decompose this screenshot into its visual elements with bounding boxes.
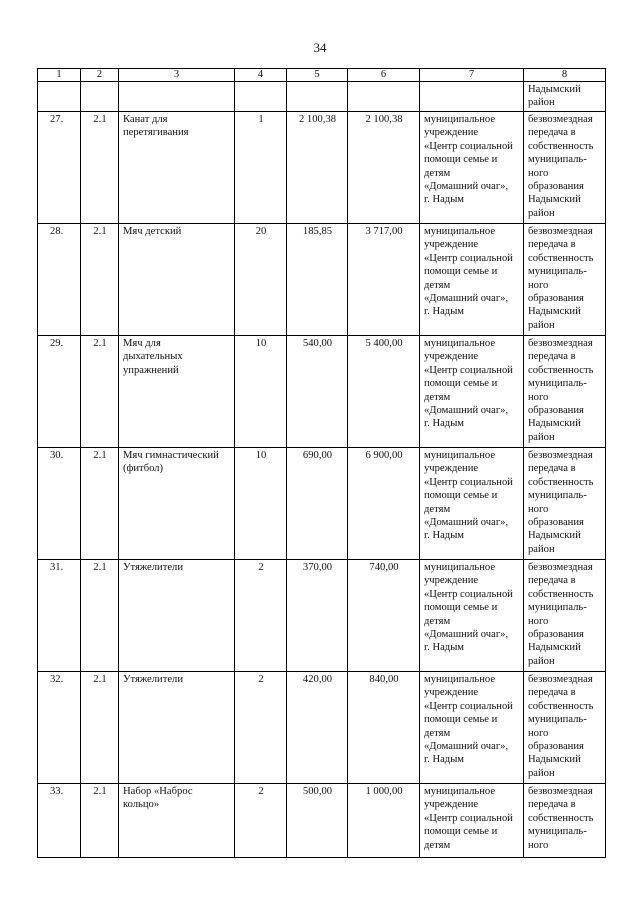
table-cell-c3 (119, 560, 235, 672)
cell-line: район (528, 767, 555, 779)
table-cell-c8 (524, 448, 606, 560)
cell-line: ного (528, 279, 549, 291)
table-cell-c2: 2.1 (81, 448, 119, 560)
cell-line: учреждение (424, 575, 479, 587)
cell-line: «Центр социальной (424, 812, 513, 824)
cell-line: Надымский (528, 530, 581, 542)
cell-line: детям (424, 615, 451, 627)
cell-line: Утяжелители (123, 674, 183, 685)
cell-line: ного (528, 503, 549, 515)
table-cell-c5: 2 100,38 (287, 112, 348, 224)
cell-line: учреждение (424, 239, 479, 251)
property-table (37, 68, 606, 858)
cell-line: г. Надым (424, 418, 465, 430)
cell-line: передача в (528, 239, 576, 251)
cell-line: безвозмездная (528, 786, 593, 797)
table-row (38, 784, 606, 858)
table-cell-c7 (420, 336, 524, 448)
table-row (38, 224, 606, 336)
cell-line: собственность (528, 252, 594, 264)
table-cell-c6: 2 100,38 (348, 112, 420, 224)
cell-line: «Центр социальной (424, 700, 513, 712)
cell-line: муниципаль- (528, 490, 587, 502)
cell-line: муниципаль- (528, 826, 587, 838)
table-cell-c2: 2.1 (81, 672, 119, 784)
table-cell-c7 (420, 784, 524, 858)
cell-line: муниципаль- (528, 378, 587, 390)
cell-line: учреждение (424, 687, 479, 699)
cell-line: перетягивания (123, 127, 189, 139)
table-cell-c5: 690,00 (287, 448, 348, 560)
table-row (38, 336, 606, 448)
table-cell-c3 (119, 448, 235, 560)
table-row (38, 112, 606, 224)
header-cell: 8 (524, 69, 606, 82)
table-cell-c4: 2 (235, 784, 287, 858)
cell-line: передача в (528, 799, 576, 811)
cell-line: Надымский (528, 418, 581, 430)
table-cell-c1: 33. (38, 784, 81, 858)
cell-line: образования (528, 181, 584, 193)
table-cell-c8 (524, 560, 606, 672)
header-cell: 7 (420, 69, 524, 82)
table-cell-c8 (524, 224, 606, 336)
table-cell (348, 82, 420, 112)
cell-line: образования (528, 741, 584, 753)
table-cell-c6: 5 400,00 (348, 336, 420, 448)
cell-line: ного (528, 615, 549, 627)
table-cell-c6: 840,00 (348, 672, 420, 784)
table-cell-c6: 6 900,00 (348, 448, 420, 560)
table-cell (119, 82, 235, 112)
table-cell-c3 (119, 672, 235, 784)
cell-line: собственность (528, 588, 594, 600)
cell-line: муниципальное (424, 674, 496, 685)
cell-line: безвозмездная (528, 450, 593, 461)
header-cell: 6 (348, 69, 420, 82)
cell-line: передача в (528, 687, 576, 699)
table-cell-c8 (524, 112, 606, 224)
cell-line: собственность (528, 476, 594, 488)
cell-line: образования (528, 405, 584, 417)
table-cell-c7 (420, 224, 524, 336)
cell-line: Надымский (528, 84, 581, 95)
table-cell-c4: 2 (235, 672, 287, 784)
table-cell-c1: 27. (38, 112, 81, 224)
table-cell (81, 82, 119, 112)
table-row (38, 560, 606, 672)
table-cell-c3 (119, 336, 235, 448)
table-cell-c1: 29. (38, 336, 81, 448)
cell-line: Мяч для (123, 338, 161, 349)
table-cell-c5: 540,00 (287, 336, 348, 448)
cell-line: муниципальное (424, 338, 496, 349)
cell-line: помощи семье и (424, 378, 498, 390)
cell-line: дыхательных (123, 351, 183, 363)
cell-line: помощи семье и (424, 826, 498, 838)
table-cell-c2: 2.1 (81, 336, 119, 448)
cell-line: образования (528, 517, 584, 529)
cell-line: «Центр социальной (424, 140, 513, 152)
cell-line: муниципаль- (528, 266, 587, 278)
table-cell-c4: 10 (235, 336, 287, 448)
cell-line: район (528, 319, 555, 331)
cell-line: передача в (528, 127, 576, 139)
cell-line: помощи семье и (424, 490, 498, 502)
table-cell-c5: 500,00 (287, 784, 348, 858)
cell-line: собственность (528, 364, 594, 376)
cell-line: г. Надым (424, 530, 465, 542)
cell-line: учреждение (424, 463, 479, 475)
table-cell-c7 (420, 448, 524, 560)
cell-line: детям (424, 727, 451, 739)
cell-line: «Домашний очаг», (424, 629, 509, 641)
cell-line: безвозмездная (528, 338, 593, 349)
table-cell-c6: 1 000,00 (348, 784, 420, 858)
table-row (38, 448, 606, 560)
cell-line: «Домашний очаг», (424, 293, 509, 305)
table-cell-c1: 30. (38, 448, 81, 560)
cell-line: «Центр социальной (424, 476, 513, 488)
cell-line: муниципальное (424, 114, 496, 125)
cell-line: «Центр социальной (424, 588, 513, 600)
table-cell-c2: 2.1 (81, 784, 119, 858)
cell-line: учреждение (424, 799, 479, 811)
table-cell-c5: 370,00 (287, 560, 348, 672)
table-cell-c1: 31. (38, 560, 81, 672)
table-cell (38, 82, 81, 112)
header-cell: 5 (287, 69, 348, 82)
cell-line: детям (424, 279, 451, 291)
cell-line: Набор «Наброс (123, 786, 193, 797)
table-cell-c1: 28. (38, 224, 81, 336)
table-cell (420, 82, 524, 112)
cell-line: «Домашний очаг», (424, 405, 509, 417)
cell-line: муниципальное (424, 562, 496, 573)
table-cell-c2: 2.1 (81, 560, 119, 672)
cell-line: Мяч гимнастический (123, 450, 219, 461)
cell-line: Надымский (528, 754, 581, 766)
cell-line: безвозмездная (528, 562, 593, 573)
header-cell: 3 (119, 69, 235, 82)
cell-line: передача в (528, 351, 576, 363)
table-cell-c6: 740,00 (348, 560, 420, 672)
cell-line: «Центр социальной (424, 252, 513, 264)
cell-line: район (528, 207, 555, 219)
table-cell-c7 (420, 560, 524, 672)
cell-line: образования (528, 629, 584, 641)
cell-line: безвозмездная (528, 226, 593, 237)
cell-line: Надымский (528, 194, 581, 206)
table-cell-c4: 2 (235, 560, 287, 672)
cell-line: ного (528, 391, 549, 403)
table-cell (524, 82, 606, 112)
cell-line: детям (424, 503, 451, 515)
cell-line: детям (424, 391, 451, 403)
continuation-row (38, 82, 606, 112)
page-number: 34 (313, 40, 327, 55)
cell-line: передача в (528, 575, 576, 587)
cell-line: собственность (528, 812, 594, 824)
cell-line: помощи семье и (424, 266, 498, 278)
cell-line: помощи семье и (424, 714, 498, 726)
cell-line: (фитбол) (123, 463, 164, 475)
cell-line: ного (528, 727, 549, 739)
cell-line: Надымский (528, 306, 581, 318)
table-cell-c1: 32. (38, 672, 81, 784)
cell-line: «Домашний очаг», (424, 517, 509, 529)
cell-line: г. Надым (424, 642, 465, 654)
cell-line: г. Надым (424, 306, 465, 318)
header-cell: 2 (81, 69, 119, 82)
cell-line: учреждение (424, 127, 479, 139)
table-cell-c2: 2.1 (81, 112, 119, 224)
cell-line: район (528, 655, 555, 667)
cell-line: муниципальное (424, 450, 496, 461)
cell-line: помощи семье и (424, 602, 498, 614)
cell-line: Канат для (123, 114, 168, 125)
table-cell-c4: 1 (235, 112, 287, 224)
cell-line: «Домашний очаг», (424, 741, 509, 753)
table-cell-c8 (524, 336, 606, 448)
table-cell (287, 82, 348, 112)
cell-line: передача в (528, 463, 576, 475)
cell-line: муниципаль- (528, 602, 587, 614)
table-cell (235, 82, 287, 112)
cell-line: Утяжелители (123, 562, 183, 573)
cell-line: детям (424, 839, 451, 851)
cell-line: учреждение (424, 351, 479, 363)
cell-line: упражнений (123, 364, 179, 376)
table-header-row (38, 69, 606, 82)
cell-line: собственность (528, 140, 594, 152)
cell-line: г. Надым (424, 754, 465, 766)
cell-line: ного (528, 167, 549, 179)
table-cell-c3 (119, 112, 235, 224)
header-cell: 1 (38, 69, 81, 82)
cell-line: муниципаль- (528, 154, 587, 166)
cell-line: район (528, 431, 555, 443)
cell-line: кольцо» (123, 799, 160, 811)
cell-line: Надымский (528, 642, 581, 654)
table-cell-c7 (420, 112, 524, 224)
table-cell-c3 (119, 224, 235, 336)
header-cell: 4 (235, 69, 287, 82)
table-cell-c3 (119, 784, 235, 858)
cell-line: муниципальное (424, 226, 496, 237)
cell-line: район (528, 97, 555, 109)
cell-line: «Центр социальной (424, 364, 513, 376)
table-cell-c7 (420, 672, 524, 784)
cell-line: г. Надым (424, 194, 465, 206)
cell-line: ного (528, 839, 549, 851)
table-cell-c5: 185,85 (287, 224, 348, 336)
cell-line: детям (424, 167, 451, 179)
cell-line: Мяч детский (123, 226, 182, 237)
table-cell-c8 (524, 672, 606, 784)
table-cell-c4: 10 (235, 448, 287, 560)
cell-line: безвозмездная (528, 114, 593, 125)
table-row (38, 672, 606, 784)
cell-line: образования (528, 293, 584, 305)
table-cell-c6: 3 717,00 (348, 224, 420, 336)
cell-line: «Домашний очаг», (424, 181, 509, 193)
table-cell-c4: 20 (235, 224, 287, 336)
table-cell-c2: 2.1 (81, 224, 119, 336)
cell-line: муниципальное (424, 786, 496, 797)
cell-line: помощи семье и (424, 154, 498, 166)
table-cell-c5: 420,00 (287, 672, 348, 784)
cell-line: муниципаль- (528, 714, 587, 726)
cell-line: район (528, 543, 555, 555)
cell-line: собственность (528, 700, 594, 712)
table-cell-c8 (524, 784, 606, 858)
cell-line: безвозмездная (528, 674, 593, 685)
